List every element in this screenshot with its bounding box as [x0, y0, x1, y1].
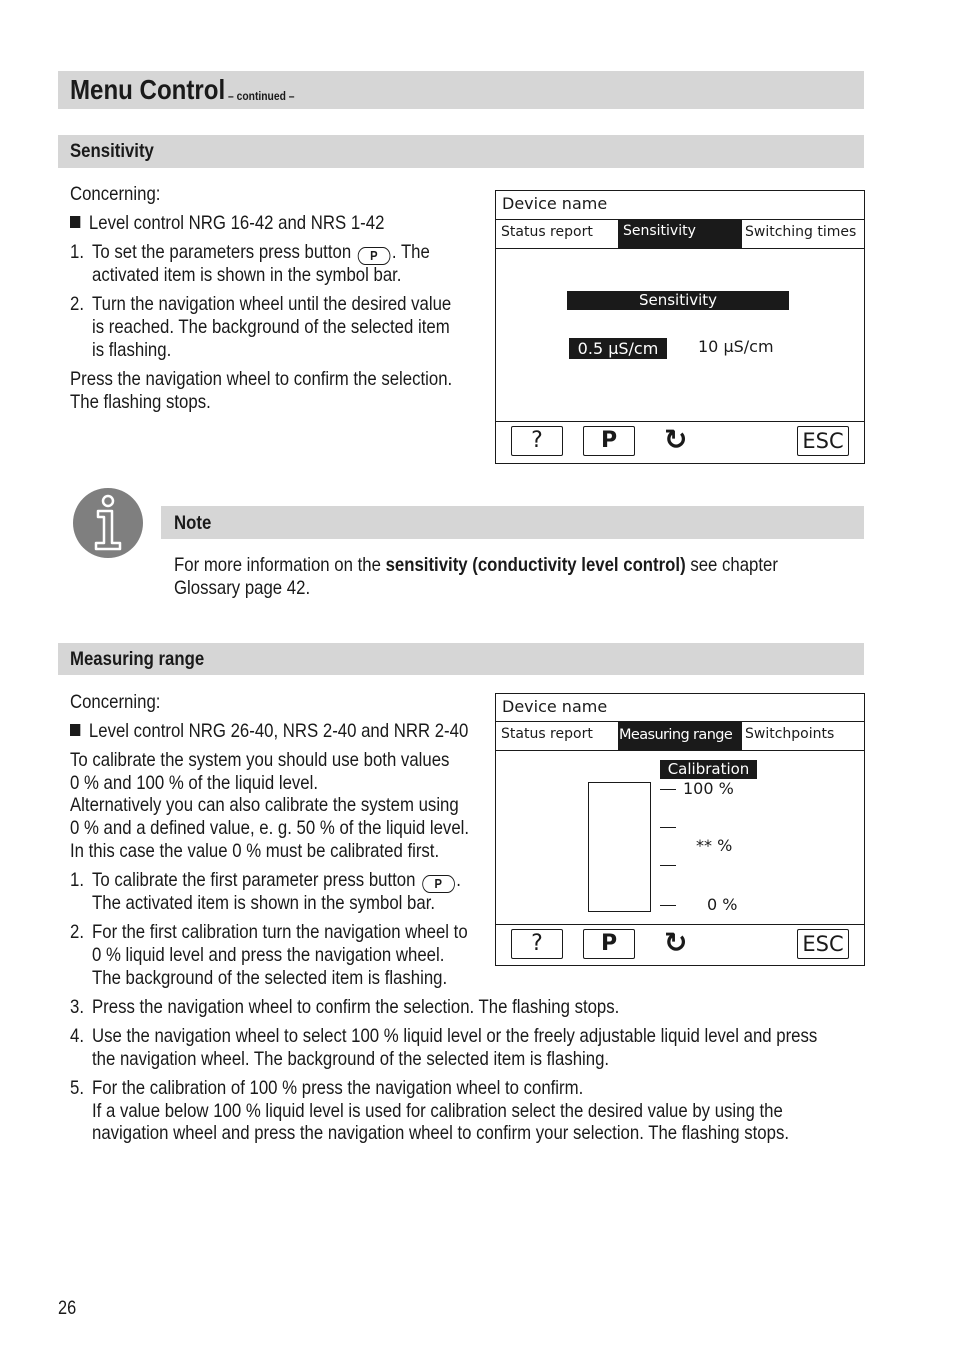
- level-gauge: [588, 782, 651, 912]
- param-button[interactable]: P: [583, 426, 635, 456]
- help-button[interactable]: ?: [511, 426, 563, 456]
- step-2: 2. Turn the navigation wheel until the desired value is reached. The background of the selected item is flashing.: [70, 293, 452, 361]
- step-3: 3. Press the navigation wheel to confirm the selection. The flashing stops.: [70, 996, 620, 1018]
- note-text: For more information on the sensitivity (conductivity level control) see chapter: [174, 554, 778, 576]
- confirm-text-line2: The flashing stops.: [70, 391, 211, 413]
- sensitivity-value-max[interactable]: 10 µS/cm: [698, 337, 774, 356]
- step-1: 1. To calibrate the first parameter press button P . The activated item is shown in the symbol bar.: [70, 869, 461, 914]
- p-button-icon: P: [422, 875, 455, 893]
- level-adjustable-label[interactable]: ** %: [696, 836, 733, 855]
- page-title: Menu Control: [70, 74, 226, 105]
- level-0-label[interactable]: 0 %: [707, 895, 738, 914]
- step-5: 5. For the calibration of 100 % press the navigation wheel to confirm. If a value below 100 % liquid level is used for calibration select the desired value by using the navigation wheel and press the navigation wheel to confirm your selection. The flashing stops.: [70, 1077, 789, 1144]
- bullet-item: Level control NRG 16-42 and NRS 1-42: [70, 212, 436, 235]
- device-name: Device name: [502, 194, 608, 213]
- note-heading-bar: [161, 506, 864, 539]
- note-heading: Note: [174, 512, 212, 534]
- concerning-label: Concerning:: [70, 691, 161, 713]
- p-button-icon: P: [358, 247, 391, 265]
- tab-status-report[interactable]: Status report: [501, 726, 593, 742]
- page-number: 26: [58, 1298, 77, 1319]
- tab-separator: [741, 220, 742, 248]
- device-screen-sensitivity: [495, 190, 865, 464]
- tick-mid-upper: [660, 827, 676, 828]
- esc-button[interactable]: ESC: [797, 929, 849, 959]
- tick-100: [660, 789, 676, 790]
- sensitivity-value-selected[interactable]: 0.5 µS/cm: [569, 338, 667, 359]
- device-name: Device name: [502, 697, 608, 716]
- tab-sensitivity[interactable]: Sensitivity: [618, 220, 741, 248]
- tab-switching-times[interactable]: Switching times: [745, 224, 857, 240]
- tick-0: [660, 905, 676, 906]
- tab-measuring-range[interactable]: Measuring range: [618, 722, 742, 750]
- step-1: 1. To set the parameters press button P . The activated item is shown in the symbol bar.: [70, 241, 430, 286]
- refresh-icon[interactable]: ↻: [664, 926, 688, 959]
- device-screen-measuring-range: [495, 693, 865, 966]
- bullet-item: Level control NRG 26-40, NRS 2-40 and NRR 2-40: [70, 720, 533, 743]
- continued-label: – continued –: [228, 89, 295, 103]
- refresh-icon[interactable]: ↻: [664, 423, 688, 456]
- step-4: 4. Use the navigation wheel to select 100 % liquid level or the freely adjustable liquid level and press the navigation wheel. The background of the selected item is flashing.: [70, 1025, 818, 1070]
- measuring-heading: Measuring range: [70, 648, 205, 670]
- divider: [496, 924, 864, 925]
- tick-mid-lower: [660, 865, 676, 866]
- calibration-label: Calibration: [660, 760, 757, 779]
- sensitivity-heading: Sensitivity: [70, 140, 154, 162]
- sensitivity-label: Sensitivity: [567, 291, 789, 310]
- divider: [496, 750, 864, 751]
- concerning-label: Concerning:: [70, 183, 161, 205]
- bullet-square-icon: [70, 724, 80, 736]
- level-100-label[interactable]: 100 %: [683, 779, 734, 798]
- intro-text: To calibrate the system you should use both values 0 % and 100 % of the liquid level. Alternatively you can also calibrate the system using 0 % and a defined value, e. g. 50 % of the liquid level. In this case the value 0 % must be calibrated first.: [70, 749, 470, 862]
- param-button[interactable]: P: [583, 929, 635, 959]
- sensitivity-heading-bar: [58, 135, 864, 168]
- divider: [496, 421, 864, 422]
- note-bold-text: sensitivity (conductivity level control): [385, 554, 686, 576]
- tab-status-report[interactable]: Status report: [501, 224, 593, 240]
- confirm-text: Press the navigation wheel to confirm the selection.: [70, 368, 453, 390]
- info-icon: [72, 487, 144, 559]
- tab-switchpoints[interactable]: Switchpoints: [745, 726, 835, 742]
- esc-button[interactable]: ESC: [797, 426, 849, 456]
- note-text-line2: Glossary page 42.: [174, 577, 311, 599]
- help-button[interactable]: ?: [511, 929, 563, 959]
- bullet-square-icon: [70, 216, 80, 228]
- step-2: 2. For the first calibration turn the navigation wheel to 0 % liquid level and press the navigation wheel. The background of the selected item is flashing.: [70, 921, 468, 989]
- divider: [496, 248, 864, 249]
